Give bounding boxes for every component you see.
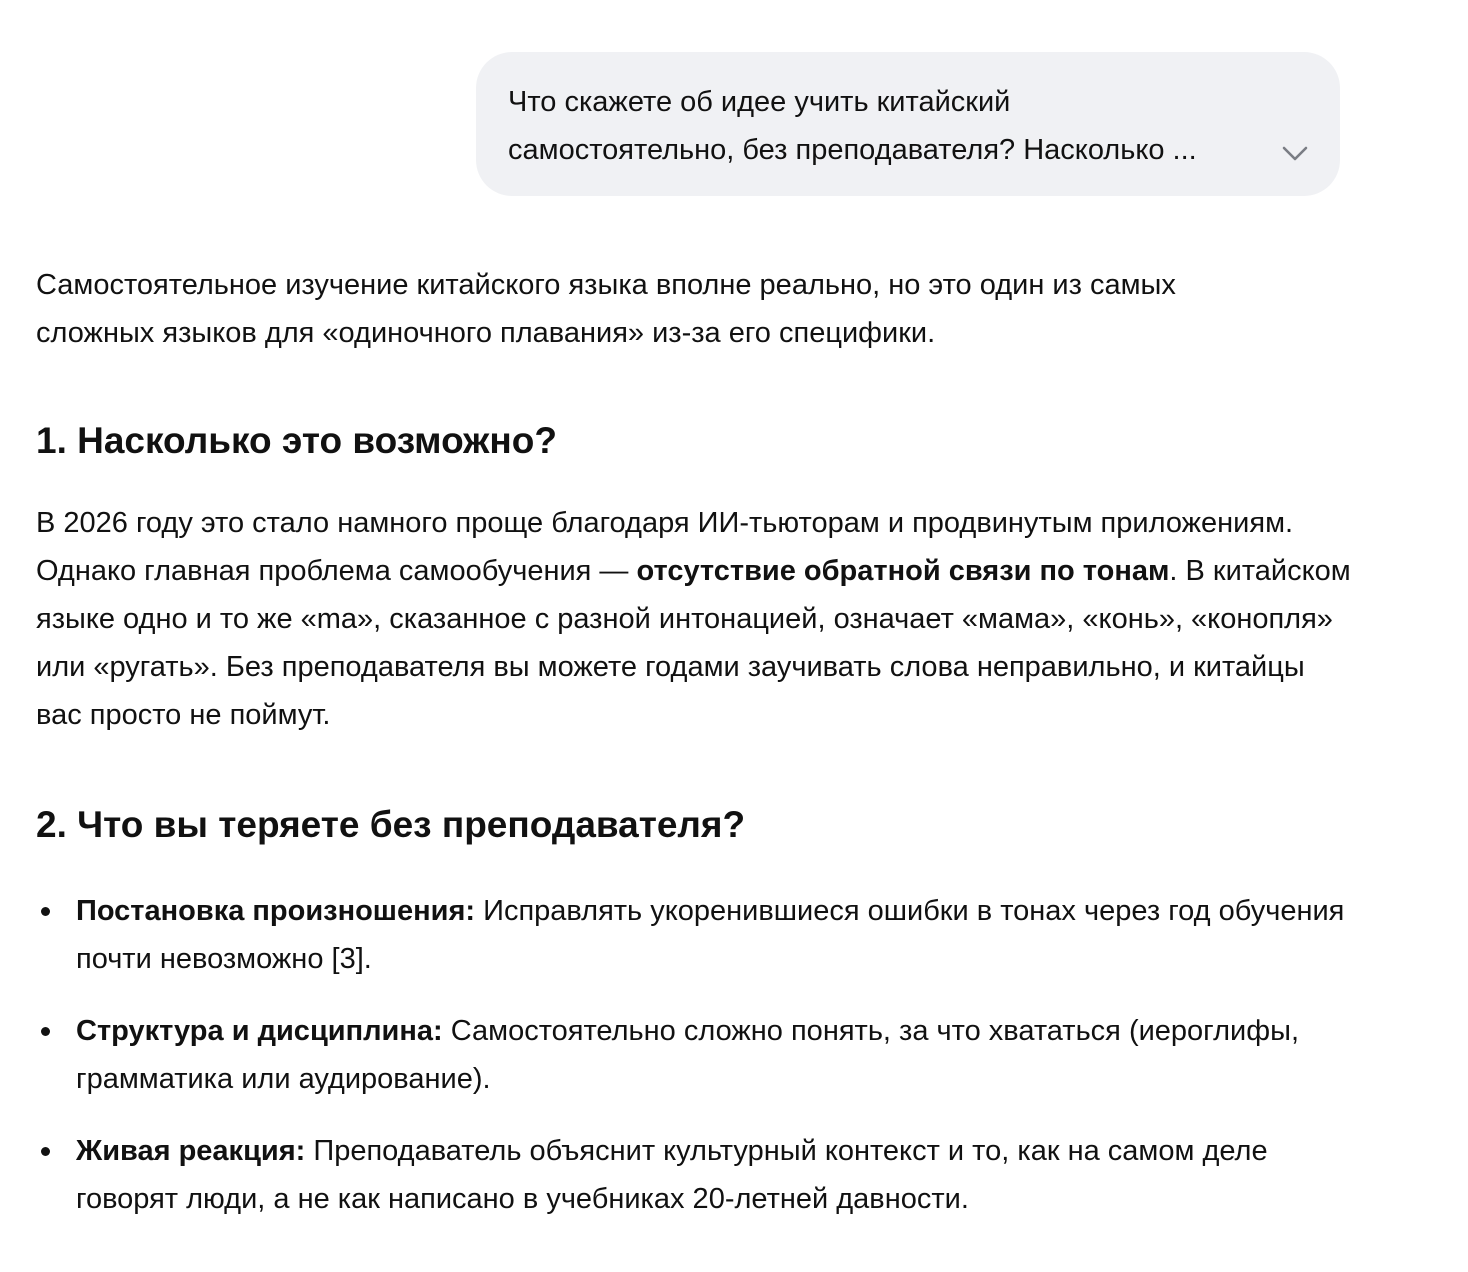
- section-1-text-a: В 2026 году это стало намного проще благодаря ИИ-тьюторам и продвинутым приложениям. Однако главная проблема самообучения —: [36, 507, 1294, 587]
- user-message-line-2: самостоятельно, без преподавателя? Насколько ...: [508, 134, 1197, 166]
- list-item: [36, 887, 1356, 983]
- list-item-text: Самостоятельно сложно понять, за что хвататься (иероглифы, грамматика или аудирование).: [76, 1015, 1300, 1095]
- section-1-heading: 1. Насколько это возможно?: [36, 420, 557, 461]
- assistant-answer: [36, 261, 1356, 1247]
- bullet-dot: [41, 1147, 50, 1156]
- user-message-text: [508, 78, 1260, 174]
- section-1-paragraph: [36, 499, 1356, 739]
- section-2-heading: 2. Что вы теряете без преподавателя?: [36, 804, 746, 845]
- list-item-text: Исправлять укоренившиеся ошибки в тонах через год обучения почти невозможно [3].: [76, 895, 1345, 975]
- intro-paragraph: [36, 261, 1356, 357]
- list-item-text: Преподаватель объяснит культурный контекст и то, как на самом деле говорят люди, а не как написано в учебниках 20-летней давности.: [76, 1135, 1268, 1215]
- list-item: [36, 1007, 1356, 1103]
- expand-message-button[interactable]: [1280, 138, 1310, 168]
- user-message-line-1: Что скажете об идее учить китайский: [508, 86, 1011, 118]
- chevron-down-icon: [1280, 138, 1310, 168]
- list-item-bold: Структура и дисциплина:: [76, 1015, 443, 1047]
- list-item-bold: Постановка произношения:: [76, 895, 476, 927]
- user-message-bubble: [476, 52, 1340, 196]
- bullet-dot: [41, 907, 50, 916]
- section-1-bold: отсутствие обратной связи по тонам: [636, 555, 1170, 587]
- section-2-list: [36, 887, 1356, 1223]
- section-1-text-b: . В китайском языке одно и то же «ma», сказанное с разной интонацией, означает «мама», «конь», «конопля» или «ругать». Без преподавателя вы можете годами заучивать слова неправильно, и китайцы вас просто не поймут.: [36, 555, 1351, 731]
- intro-line-2: сложных языков для «одиночного плавания» из-за его специфики.: [36, 317, 936, 349]
- intro-line-1: Самостоятельное изучение китайского языка вполне реально, но это один из самых: [36, 269, 1176, 301]
- list-item-bold: Живая реакция:: [76, 1135, 306, 1167]
- bullet-dot: [41, 1027, 50, 1036]
- list-item: [36, 1127, 1356, 1223]
